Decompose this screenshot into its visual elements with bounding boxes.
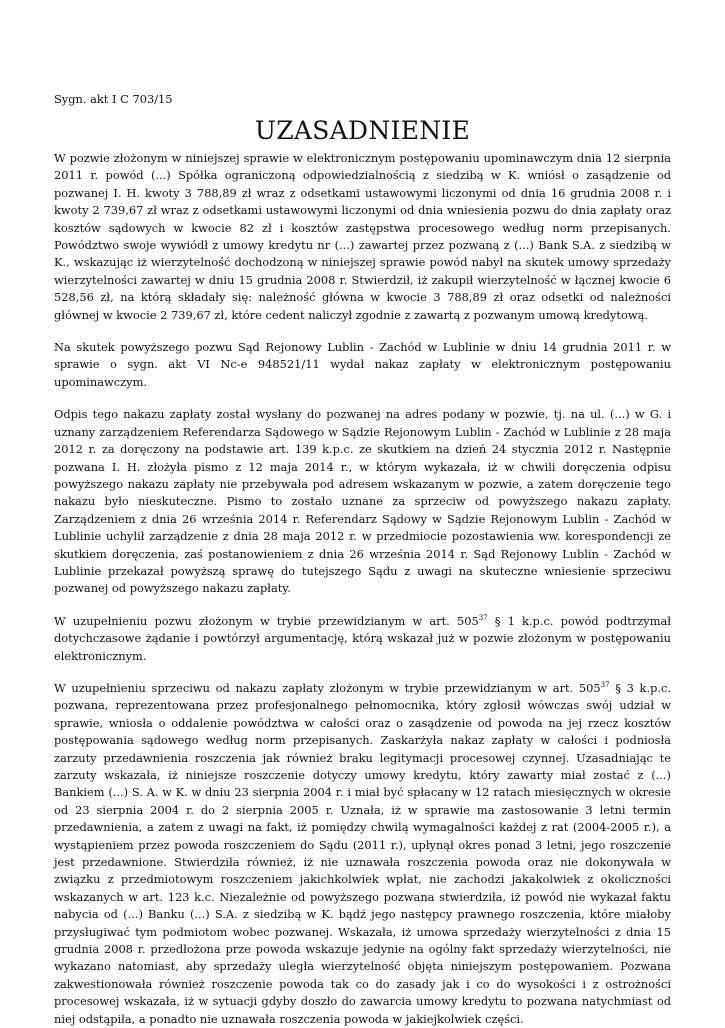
paragraph-4 xyxy=(54,613,671,665)
paragraph-1: W pozwie złożonym w niniejszej sprawie w elektronicznym postępowaniu upominawczym dnia 12 sierpnia 2011 r. powód (...) Spółka ograniczoną odpowiedzialnością z siedzibą w K. wniósł o zasądzenie od pozwanej I. H. kwoty 3 788,89 zł wraz z odsetkami ustawowymi liczonymi od dnia 16 grudnia 2008 r. i kwoty 2 739,67 zł wraz z odsetkami ustawowymi liczonymi od dnia wniesienia pozwu do dnia zapłaty oraz kosztów sądowych w kwocie 82 zł i kosztów zastępstwa procesowego według norm przepisanych. Powództwo swoje wywiódł z umowy kredytu nr (...) zawartej przez pozwaną z (...) Bank S.A. z siedzibą w K., wskazując iż wierzytelność dochodzoną w niniejszej sprawie powód nabył na skutek umowy sprzedaży wierzytelności zawartej w dniu 15 grudnia 2008 r. Stwierdził, iż zakupił wierzytelność w łącznej kwocie 6 528,56 zł, na którą składały się: należność główna w kwocie 3 788,89 zł oraz odsetki od należności głównej w kwocie 2 739,67 zł, które cedent naliczył zgodnie z zawartą z pozwanym umową kredytową. xyxy=(54,151,671,322)
document-title: UZASADNIENIE xyxy=(254,116,471,145)
paragraph-5-text-start: W uzupełnieniu sprzeciwu od nakazu zapłaty złożonym w trybie przewidzianym w art. 505 xyxy=(54,680,601,695)
paragraph-5-superscript: 37 xyxy=(600,681,610,690)
paragraph-5 xyxy=(54,680,671,1028)
paragraph-4-text-end: § 1 k.p.c. powód podtrzymał dotychczasowe żądanie i powtórzył argumentację, którą wskazał już w pozwie złożonym w postępowaniu elektronicznym. xyxy=(54,613,671,663)
paragraph-4-superscript: 37 xyxy=(478,613,488,622)
paragraph-3: Odpis tego nakazu zapłaty został wysłany do pozwanej na adres podany w pozwie, tj. na ul. (...) w G. i uznany zarządzeniem Referendarza Sądowego w Sądzie Rejonowym Lublin - Zachód w Lublinie z 28 maja 2012 r. za doręczony na podstawie art. 139 k.p.c. ze skutkiem na dzień 24 stycznia 2012 r. Następnie pozwana I. H. złożyła pismo z 12 maja 2014 r., w którym wykazała, iż w chwili doręczenia odpisu powyższego nakazu zapłaty nie przebywała pod adresem wskazanym w pozwie, a zatem doręczenie tego nakazu było nieskuteczne. Pismo to zostało uznane za sprzeciw od powyższego nakazu zapłaty. Zarządzeniem z dnia 26 września 2014 r. Referendarz Sądowy w Sądzie Rejonowym Lublin - Zachód w Lublinie uchylił zarządzenie z dnia 28 maja 2012 r. w przedmiocie pozostawienia ww. korespondencji ze skutkiem doręczenia, zaś postanowieniem z dnia 26 września 2014 r. Sąd Rejonowy Lublin - Zachód w Lublinie przekazał powyższą sprawę do tutejszego Sądu z uwagi na skuteczne wniesienie sprzeciwu pozwanej od powyższego nakazu zapłaty. xyxy=(54,407,671,596)
paragraph-5-text-end: § 3 k.p.c. pozwana, reprezentowana przez profesjonalnego pełnomocnika, który zgłosił wówczas swój udział w sprawie, wniosła o oddalenie powództwa w całości oraz o zasądzenie od powoda na jej rzecz kosztów postępowania sądowego według norm przepisanych. Zaskarżyła nakaz zapłaty w całości i podniosła zarzuty przedawnienia roszczenia jak również braku legitymacji procesowej czynnej. Uzasadniając te zarzuty wskazała, iż niniejsze roszczenie dotyczy umowy kredytu, który zawarty miał zostać z (...) Bankiem (...) S. A. w K. w dniu 23 sierpnia 2004 r. i miał być spłacany w 12 ratach miesięcznych w okresie od 23 sierpnia 2004 r. do 2 sierpnia 2005 r. Uznała, iż w sprawie ma zastosowanie 3 letni termin przedawnienia, a zatem z uwagi na fakt, iż pomiędzy chwilą wymagalności każdej z rat (2004-2005 r.), a wystąpieniem przez powoda roszczeniem do Sądu (2011 r.), upłynął okres ponad 3 letni, jego roszczenie jest przedawnione. Stwierdziła również, iż nie uznawała roszczenia powoda oraz nie dokonywała w związku z przedmiotowym roszczeniem jakichkolwiek wpłat, nie zachodzi jakakolwiek z okoliczności wskazanych w art. 123 k.c. Niezależnie od powyższego pozwana stwierdziła, iż powód nie wykazał faktu nabycia od (...) Banku (...) S.A. z siedzibą w K. bądź jego następcy prawnego roszczenia, które miałoby przysługiwać tym podmiotom wobec pozwanej. Wskazała, iż umowa sprzedaży wierzytelności z dnia 15 grudnia 2008 r. przedłożona prze powoda wskazuje jedynie na ogólny fakt sprzedaży wierzytelności, nie wykazano natomiast, aby sprzedaży uległa wierzytelność objęta niniejszym postępowaniem. Pozwana zakwestionowała również roszczenie powoda tak co do zasady jak i co do wysokości i z ostrożności procesowej wskazała, iż w sytuacji gdyby doszło do zawarcia umowy kredytu to pozwana natychmiast od niej odstąpiła, a ponadto nie uznawała roszczenia powoda w jakiejkolwiek części. xyxy=(54,680,671,1026)
case-signature: Sygn. akt I C 703/15 xyxy=(54,92,173,106)
paragraph-2: Na skutek powyższego pozwu Sąd Rejonowy Lublin - Zachód w Lublinie w dniu 14 grudnia 2011 r. w sprawie o sygn. akt VI Nc-e 948521/11 wydał nakaz zapłaty w elektronicznym postępowaniu upominawczym. xyxy=(54,340,671,389)
paragraph-4-text-start: W uzupełnieniu pozwu złożonym w trybie przewidzianym w art. 505 xyxy=(54,613,479,628)
